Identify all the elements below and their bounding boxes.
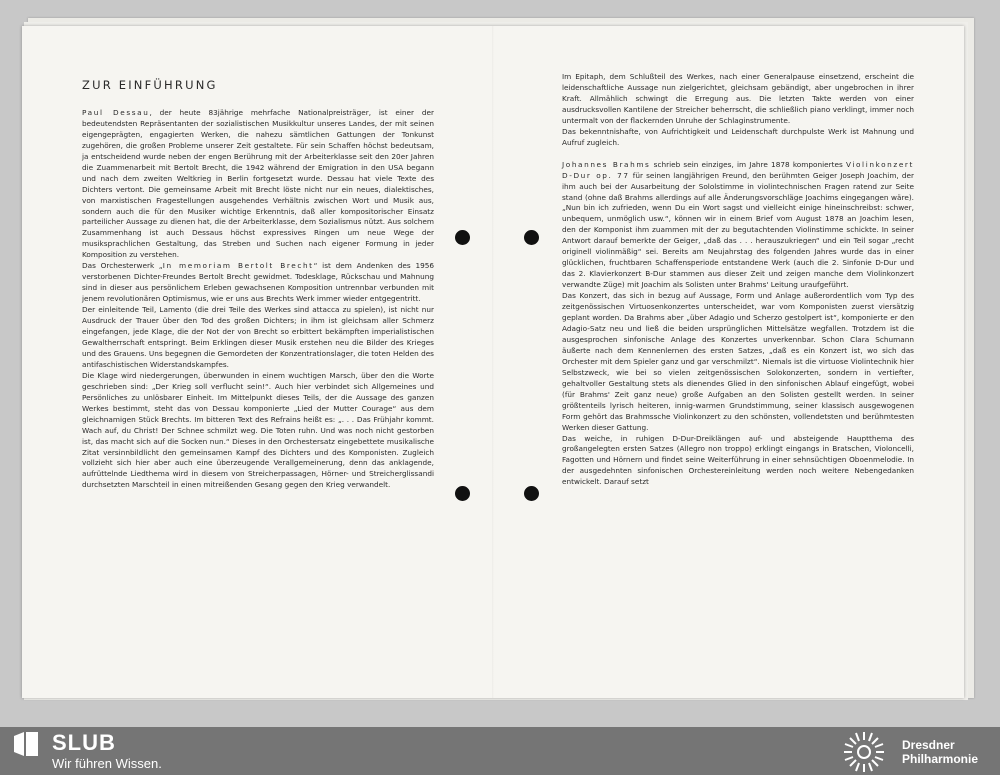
slub-brand: SLUB <box>52 730 116 755</box>
paragraph-hauptthema: Das weiche, in ruhigen D-Dur-Dreiklängen auf- und absteigende Hauptthema des großangelegten ersten Satzes (Allegro non troppo) erklingt eingangs in Bratschen, Violoncelli, Fagotten und Hörnern und findet seine Weiterführung in einer sehnsüchtigen Oboenmelodie. In der ausgedehnten sinfonischen Orchestereinleitung werden noch weitere Nebengedanken entwickelt. Darauf setzt <box>562 433 914 487</box>
punch-hole-icon <box>455 486 470 501</box>
left-column <box>82 80 434 491</box>
page-fold <box>492 26 494 698</box>
paragraph-brahms: Johannes Brahms schrieb sein einziges, im Jahre 1878 komponiertes Violinkonzert D-Dur op. 77 für seinen langjährigen Freund, den berühmten Geiger Joseph Joachim, der ihm auch bei der Ausarbeitung der Sololstimme in violintechnischen Fragen ratend zur Seite stand (ohne daß Brahms allerdings auf alle Änderungsvorschläge Joachims eingegangen wäre). „Nun bin ich zufrieden, wenn Du ein Wort sagst und vielleicht einige hineinschreibst: schwer, unbequem, unmöglich usw.“, können wir in einem Brief vom August 1878 an Joachim lesen, den der Komponist ihm zuammen mit der zu begutachtenden Violinstimme schickte. In seiner Antwort darauf bemerkte der Geiger, „daß das . . . herauszukriegen“ und ein Teil sogar „recht originell violinmäßig“ sei. Bereits am Neujahrstag des folgenden Jahres wurde das in einer glücklichen, fruchtbaren Schaffensperiode entstandene Werk (auch die 2. Sinfonie D-Dur und das 2. Klavierkonzert B-Dur stammen aus dieser Zeit und zeigen manche dem Violinkonzert verwandte Züge) mit Joachim als Solisten unter Brahms' Leitung uraufgeführt. <box>562 159 914 290</box>
composer-name: Paul Dessau <box>82 107 150 117</box>
paragraph-mahnung: Das bekenntnishafte, von Aufrichtigkeit und Leidenschaft durchpulste Werk ist Mahnung und Aufruf zugleich. <box>562 126 914 147</box>
paragraph-marsch: Die Klage wird niedergerungen, überwunden in einem wuchtigen Marsch, über den die Worte geschrieben sind: „Der Krieg soll verflucht sein!“. Auch hier verbindet sich Allgemeines und Persönliches zu unlösbarer Einheit. Im Mittelpunkt dieses Teils, der die Aussage des ganzen Werkes bestimmt, steht das von Dessau komponierte „Lied der Mutter Courage“ aus dem gleichnamigen Stück Brechts. Im bitteren Text des Refrains heißt es: „. . . Das Frühjahr kommt. Wach auf, du Christ! Der Schnee schmilzt weg. Die Toten ruhn. Und was noch nicht gestorben ist, das macht sich auf die Socken nun.“ Dieses in den Orchestersatz eingebettete musikalische Zitat versinnbildlicht den gemeinsamen Kampf des Dichters und des Komponisten. Zugleich vollzieht sich hier aber auch eine überzeugende Verallgemeinerung, denn das anklagende, aufrüttelnde Liedthema wird in diesem von Streicherpassagen, Hörner- und Streicherglissandi durchsetzten Marschteil in einen mitreißenden Gesang gegen den Krieg verwandelt. <box>82 370 434 490</box>
paragraph-in-memoriam: Das Orchesterwerk „In memoriam Bertolt Brecht“ ist dem Andenken des 1956 verstorbenen Dichter-Freundes Bertolt Brecht gewidmet. Todesklage, Rückschau und Mahnung sind in dieser aus persönlichem Erleben gewachsenen Komposition untrennbar verbunden mit jenem revolutionären Optimismus, wie er uns aus Brechts Werk immer wieder entgegentritt. <box>82 261 435 304</box>
punch-hole-icon <box>524 486 539 501</box>
composer-name: Johannes Brahms <box>562 159 651 169</box>
paragraph-epitaph: Im Epitaph, dem Schlußteil des Werkes, nach einer Generalpause einsetzend, erscheint die leidenschaftliche Aussage nun zielgerichtet, gleichsam gebändigt, aber ungebrochen in ihrer Kraft. Allmählich schwingt die Erregung aus. Die letzten Takte werden von einer ausdrucksvollen Kantilene der Streicher beherrscht, die schließlich piano verklingt, immer noch untermalt von der flackernden Unruhe der Schlaginstrumente. <box>562 72 914 125</box>
paragraph-konzert: Das Konzert, das sich in bezug auf Aussage, Form und Anlage außerordentlich vom Typ des zeitgenössischen Virtuosenkonzertes unterscheidet, war vom Komponisten zuerst viersätzig geplant worden. Da Brahms aber „über Adagio und Scherzo gestolpert ist“, komponierte er den Adagio-Satz neu und ließ die beiden ursprünglichen Mittelsätze wegfallen. Trotzdem ist die ausgesprochen sinfonische Anlage des Konzertes unverkennbar. Schon Clara Schumann äußerte nach dem Kennenlernen des ersten Satzes, „daß es ein Konzert ist, wo sich das Orchester mit dem Spieler ganz und gar verschmilzt“. Niemals ist die virtuose Violintechnik hier Selbstzweck, wie bei so vielen zeitgenössischen Solokonzerten, sondern in vertiefter, gehaltvoller Gestaltung stets als dienendes Glied in den sinfonischen Ablauf eingefügt, wobei (für Brahms' Zeit ganz neue) große Aufgaben an den Solisten gestellt werden. In seiner größtenteils lyrisch heiteren, innig-warmen Grundstimmung, seiner klassisch ausgewogenen Form gehört das Brahmssche Violinkonzert zu den schönsten, vollendetsten und berühmtesten Werken dieser Gattung. <box>562 291 914 432</box>
work-title: In memoriam Bertolt Brecht <box>162 261 314 271</box>
dresdner-philharmonie-logo-icon <box>842 730 886 774</box>
slub-tagline: Wir führen Wissen. <box>52 756 162 771</box>
section-heading: ZUR EINFÜHRUNG <box>82 78 218 92</box>
partner-name: Dresdner Philharmonie <box>902 738 979 766</box>
paragraph-lamento: Der einleitende Teil, Lamento (die drei Teile des Werkes sind attacca zu spielen), ist nicht nur Ausdruck der Trauer über den Tod des großen Dichters; in ihm ist gleichsam aller Schmerz eingefangen, jede Klage, die der Not der von Brecht so erbittert bekämpften imperialistischen Gewaltherrschaft entspringt. Beim Erklingen dieser Musik erstehen neu die Bilder des Krieges und des Grauens. Uns begegnen die Gemordeten der Konzentrationslager, die toten Helden des antifaschistischen Widerstandskampfes. <box>82 305 434 369</box>
footer-bar <box>0 727 1000 775</box>
right-column <box>562 72 914 488</box>
slub-logo-icon <box>12 731 40 757</box>
work-title: Violinkonzert D-Dur op. 77 <box>562 159 914 180</box>
document-page <box>22 26 964 698</box>
punch-hole-icon <box>455 230 470 245</box>
punch-hole-icon <box>524 230 539 245</box>
paragraph-dessau: Paul Dessau, der heute 83jährige mehrfache Nationalpreisträger, ist einer der bedeutendsten Repräsentanten der sozialistischen Musikkultur unseres Landes, der mit seinen eigengeprägten, engagierten Werken, die nahezu sämtlichen Gattungen der Tonkunst zugehören, die großen Probleme unserer Zeit gestaltete. Für sein Schaffen höchst bedeutsam, ja entscheidend wurde neben der engen Berührung mit der Arbeiterklasse seit den 20er Jahren die Zuammenarbeit mit Bertolt Brecht, die 1942 während der Emigration in den USA begann und nach dem zweiten Weltkrieg in Berlin fortgesetzt wurde. Dessau hat viele Texte des Dichters vertont. Die gemeinsame Arbeit mit Brecht löste nicht nur ein neues, dialektisches, von marxistischen Fragestellungen ausgehendes Verhältnis zwischen Wort und Musik aus, sondern auch die für den Musiker wichtige Erkenntnis, daß aller kompositorischer Einsatz parteilicher Aussage zu dienen hat, die der Arbeiterklasse, dem Sozialismus nützt. Aus solchem Zusammenhang ist auch Dessaus höchst expressives Ringen um neue Wege der musiksprachlichen Gestaltung, das Streben und Suchen nach eigener Formung in jeder Komposition zu verstehen. <box>82 107 434 260</box>
